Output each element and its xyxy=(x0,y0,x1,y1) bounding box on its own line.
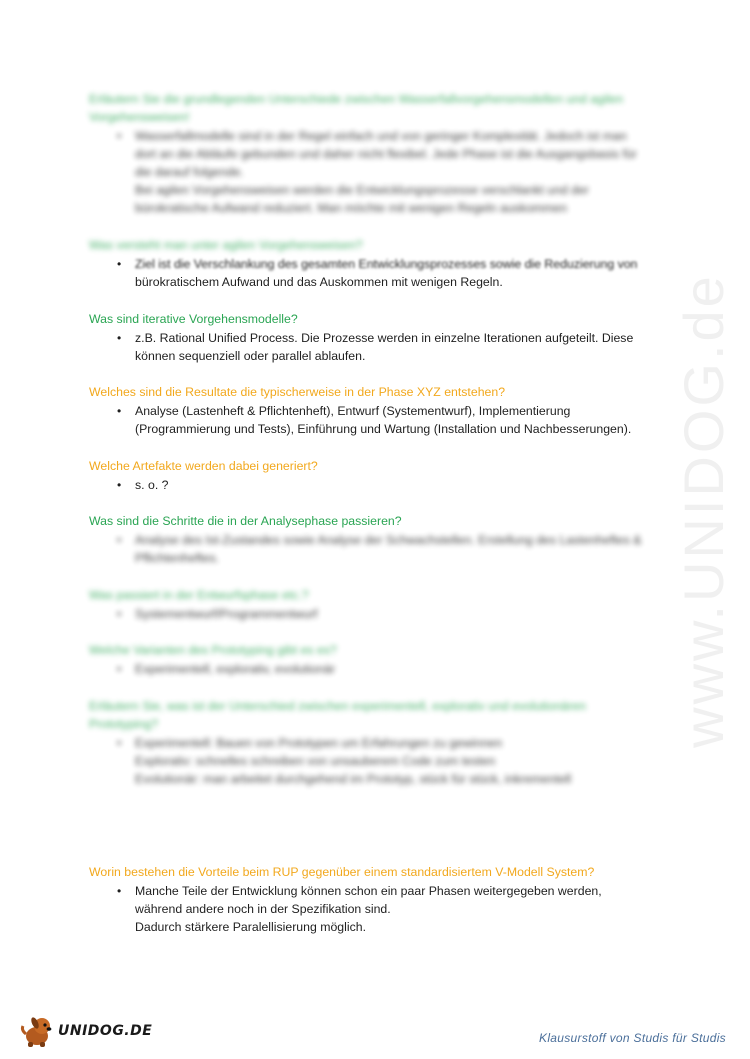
footer-tagline: Klausurstoff von Studis für Studis xyxy=(539,1031,726,1045)
answer-item: • Manche Teile der Entwicklung können schon ein paar Phasen weitergegeben werden, während andere noch in der Spezifikation sind. Dadurch stärkere Paralellisierung möglich. xyxy=(117,884,602,934)
qa-section-entwurfsphase xyxy=(89,586,654,623)
qa-section-artefakte xyxy=(89,457,654,494)
question-heading: Erläutern Sie, was ist der Unterschied zwischen experimentell, explorativ und evolutionären Prototyping? xyxy=(89,699,586,731)
answer-item: • Analyse (Lastenheft & Pflichtenheft), Entwurf (Systementwurf), Implementierung (Programmierung und Tests), Einführung und Wartung (Installation und Nachbesserungen). xyxy=(117,404,632,436)
answer-item: • Wasserfallmodelle sind in der Regel einfach und von geringer Komplexität. Jedoch ist man dort an die Abläufe gebunden und daher nicht flexibel. Jede Phase ist die Ausgangsbasis für die darauf folgende. Bei agilen Vorgehensweisen werden die Entwicklungsprozesse verschlankt und der bürokratische Aufwand reduziert. Man möchte mit wenigen Regeln auskommen xyxy=(117,129,637,215)
qa-section-resultate-phase xyxy=(89,383,654,438)
answer-item: • Ziel ist die Verschlankung des gesamten Entwicklungsprozesses sowie die Reduzierung von bürokratischem Aufwand und das Auskommen mit wenigen Regeln. xyxy=(117,257,638,289)
qa-section-analysephase xyxy=(89,512,654,567)
question-heading: Erläutern Sie die grundlegenden Unterschiede zwischen Wasserfallvorgehensmodellen und agilen Vorgehensweisen! xyxy=(89,92,624,124)
answer-item: • z.B. Rational Unified Process. Die Prozesse werden in einzelne Iterationen aufgeteilt. Diese können sequenziell oder parallel ablaufen. xyxy=(117,331,634,363)
bullet-icon: • xyxy=(117,736,122,750)
logo-text: UNIDOG.DE xyxy=(58,1023,153,1039)
answer-item: • Experimentell, explorativ, evolutionär xyxy=(117,662,336,676)
bullet-icon: • xyxy=(117,607,122,621)
dog-mascot-icon xyxy=(20,1014,56,1048)
answer-item: • Analyse des Ist-Zustandes sowie Analyse der Schwachstellen. Erstellung des Lastenheftes & Pflichtenheftes. xyxy=(117,533,642,565)
bullet-icon: • xyxy=(117,533,122,547)
qa-section-agile-vorgehensweisen xyxy=(89,236,654,291)
bullet-icon: • xyxy=(117,129,122,143)
qa-section-rup-vorteile xyxy=(89,863,654,936)
bullet-icon: • xyxy=(117,478,122,492)
question-heading: Welches sind die Resultate die typischerweise in der Phase XYZ entstehen? xyxy=(89,385,506,399)
answer-item: • Systementwurf/Programmentwurf xyxy=(117,607,318,621)
qa-section-prototyping-varianten xyxy=(89,641,654,678)
question-heading: Was versteht man unter agilen Vorgehensweisen? xyxy=(89,238,363,252)
bullet-icon: • xyxy=(117,404,122,418)
qa-section-prototyping-unterschied xyxy=(89,697,654,788)
question-heading: Was passiert in der Entwurfsphase etc.? xyxy=(89,588,309,602)
bullet-icon: • xyxy=(117,257,122,271)
question-heading: Worin bestehen die Vorteile beim RUP gegenüber einem standardisiertem V-Modell System? xyxy=(89,865,595,879)
qa-section-iterative-modelle xyxy=(89,310,654,365)
bullet-icon: • xyxy=(117,662,122,676)
answer-item: • s. o. ? xyxy=(117,478,169,492)
question-heading: Welche Varianten des Prototyping gibt es es? xyxy=(89,643,337,657)
bullet-icon: • xyxy=(117,331,122,345)
unidog-logo[interactable] xyxy=(20,1013,160,1049)
watermark: www.UNIDOG.de xyxy=(671,272,735,748)
bullet-icon: • xyxy=(117,884,122,898)
answer-item: • Experimentell: Bauen von Prototypen um Erfahrungen zu gewinnen Explorativ: schnelles schreiben von unsauberem Code zum testen Evolutionär: man arbeitet durchgehend im Prototyp, stück für stück, inkrementell xyxy=(117,736,572,786)
question-heading: Was sind die Schritte die in der Analysephase passieren? xyxy=(89,514,402,528)
question-heading: Was sind iterative Vorgehensmodelle? xyxy=(89,312,298,326)
question-heading: Welche Artefakte werden dabei generiert? xyxy=(89,459,318,473)
qa-section-wasserfall-vs-agil xyxy=(89,90,654,217)
